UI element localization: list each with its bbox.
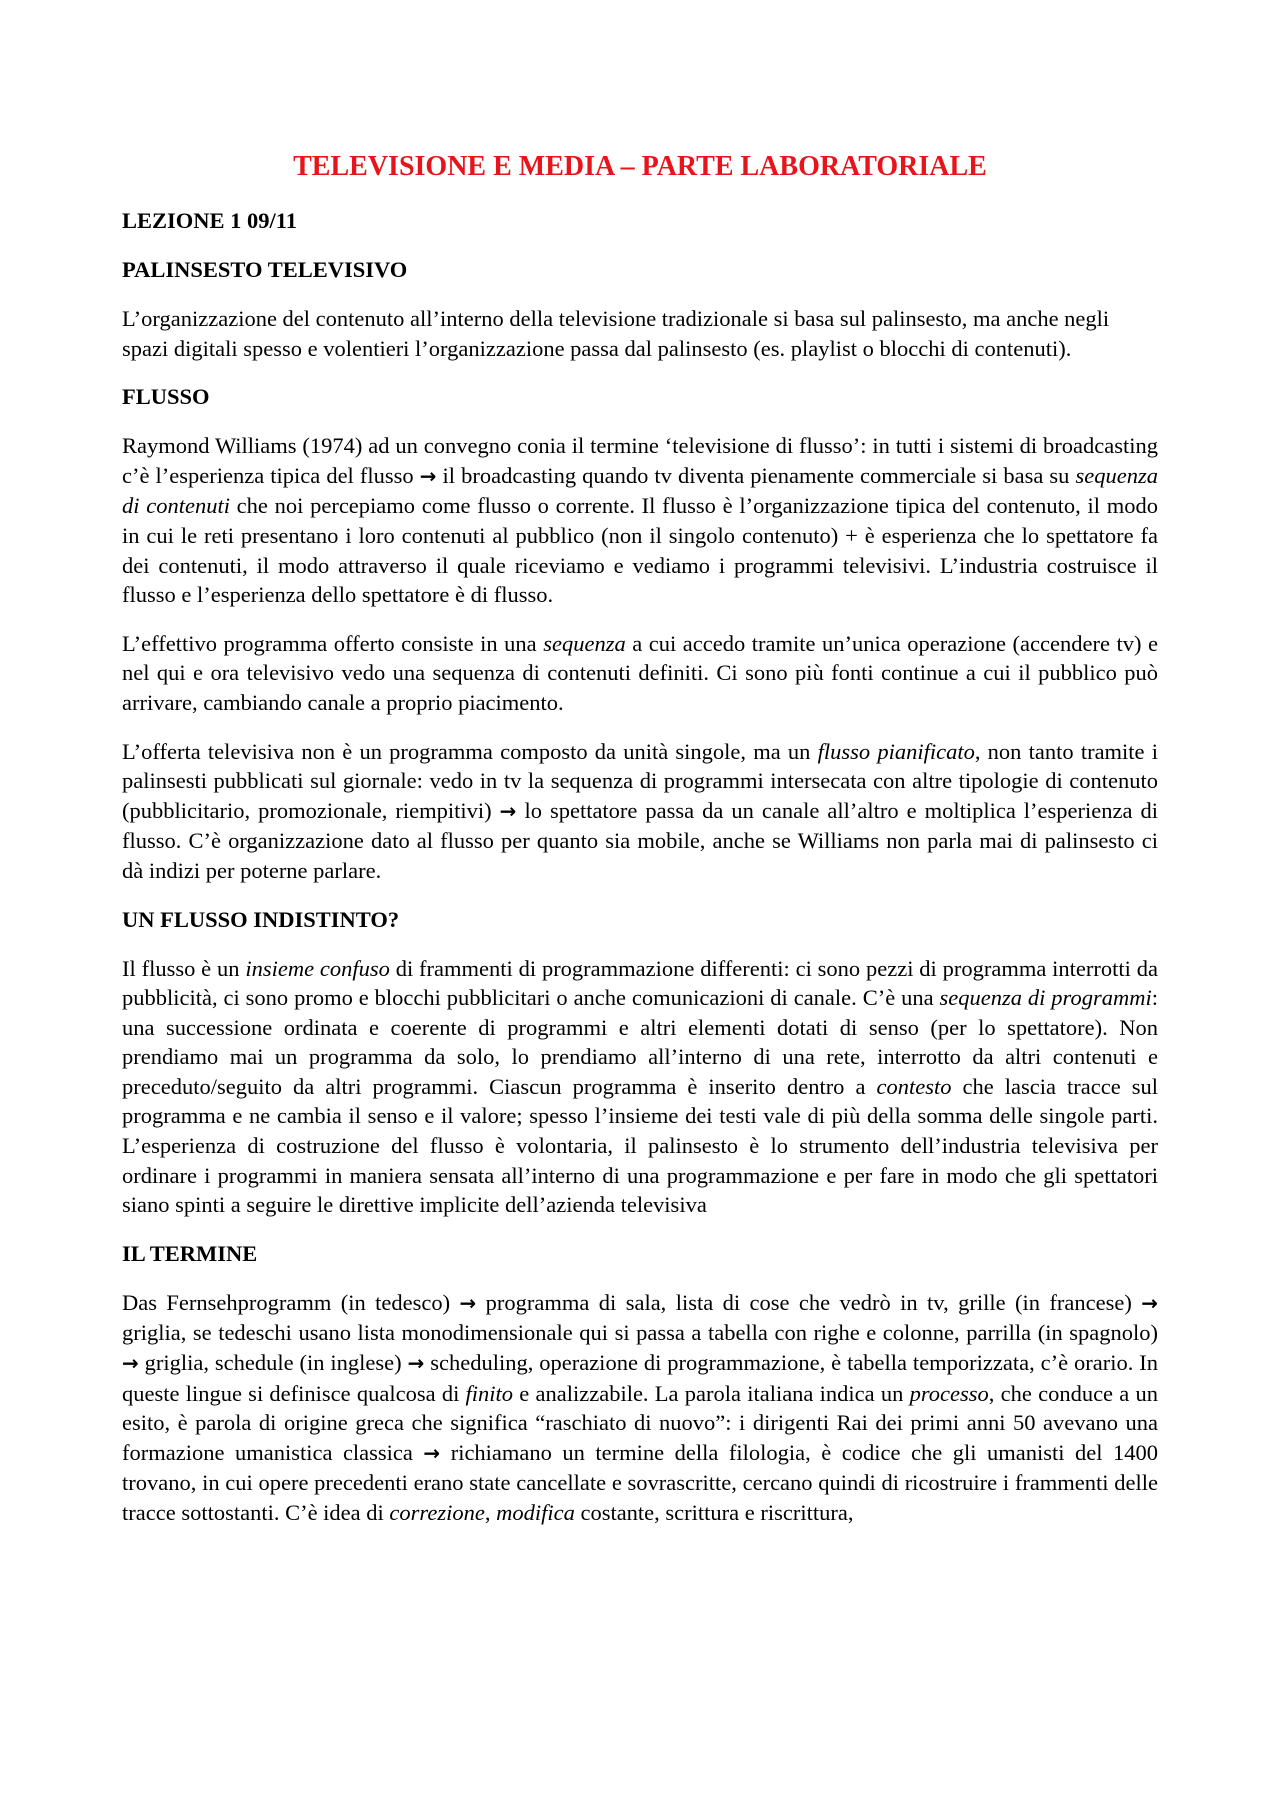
text-run: scheduling, operazione di programmazione, è tabella temporizzata, c’è orario. In queste lingue si definisce qualcosa di <box>122 1350 1158 1406</box>
text-run: lo spettatore passa da un canale all’altro e moltiplica l’esperienza di flusso. C’è organizzazione dato al flusso per quanto sia mobile, anche se Williams non parla mai di palinsesto ci dà indizi per poterne parlare. <box>122 797 1158 883</box>
text-run: costante, scrittura e riscrittura, <box>574 1500 854 1525</box>
section-heading: FLUSSO <box>122 384 210 410</box>
italic-term: sequenza di programmi <box>939 985 1152 1011</box>
right-arrow-icon: → <box>407 1351 425 1376</box>
italic-term: insieme confuso <box>245 955 390 981</box>
document-body <box>122 255 1158 1528</box>
italic-term: modifica <box>496 1500 575 1525</box>
text-run: il broadcasting quando tv diventa pienamente commerciale si basa su <box>436 462 1076 488</box>
body-paragraph <box>122 737 1158 886</box>
italic-term: contesto <box>876 1073 952 1099</box>
text-run: di frammenti di programmazione differenti: ci sono pezzi di programma interrotti da pubblicità, ci sono promo e blocchi pubblicitari o anche comunicazioni di canale. C’è una <box>122 955 1158 1011</box>
italic-term: finito <box>465 1380 514 1406</box>
text-run: , che conduce a un esito, è parola di origine greca che significa “raschiato di nuovo”: i dirigenti Rai dei primi anni 50 avevano una formazione umanistica classica <box>122 1380 1158 1465</box>
text-run: Il flusso è un <box>122 955 246 981</box>
right-arrow-icon: → <box>122 1351 139 1376</box>
body-paragraph <box>122 1288 1158 1528</box>
italic-term: processo <box>909 1380 989 1406</box>
section-heading: IL TERMINE <box>122 1240 258 1266</box>
text-run: Das Fernsehprogramm (in tedesco) <box>122 1289 460 1315</box>
text-run: L’offerta televisiva non è un programma composto da unità singole, ma un <box>122 738 818 764</box>
text-run: programma di sala, lista di cose che vedrò in tv, grille (in francese) <box>476 1289 1142 1315</box>
body-paragraph <box>122 304 1158 363</box>
body-paragraph <box>122 954 1158 1220</box>
text-run: , <box>484 1500 497 1525</box>
right-arrow-icon: → <box>459 1290 477 1315</box>
italic-term: sequenza <box>543 630 626 656</box>
right-arrow-icon: → <box>499 798 517 823</box>
text-run: , non tanto tramite i palinsesti pubblicati sul giornale: vedo in tv la sequenza di programmi intersecata con altre tipologie di contenuto (pubblicitario, promozionale, riempitivi) <box>122 738 1159 823</box>
text-run: griglia, se tedeschi usano lista monodimensionale qui si passa a tabella con righe e colonne, parrilla (in spagnolo) <box>122 1320 1158 1346</box>
right-arrow-icon: → <box>1141 1290 1158 1315</box>
italic-term: correzione <box>389 1500 485 1525</box>
text-run: griglia, schedule (in inglese) <box>138 1350 408 1376</box>
text-run: a cui accedo tramite un’unica operazione (accendere tv) e nel qui e ora televisivo vedo una sequenza di contenuti definiti. Ci sono più fonti continue a cui il pubblico può arrivare, cambiando canale a proprio piacimento. <box>122 630 1158 715</box>
body-paragraph <box>122 431 1158 610</box>
text-run: che noi percepiamo come flusso o corrente. Il flusso è l’organizzazione tipica del contenuto, il modo in cui le reti presentano i loro contenuti al pubblico (non il singolo contenuto) + è esperienza che lo spettatore fa dei contenuti, il modo attraverso il quale riceviamo e vediamo i programmi televisivi. L’industria costruisce il flusso e l’esperienza dello spettatore è di flusso. <box>122 493 1158 608</box>
right-arrow-icon: → <box>419 463 437 488</box>
document-title: TELEVISIONE E MEDIA – PARTE LABORATORIALE <box>293 151 987 182</box>
lesson-heading: LEZIONE 1 09/11 <box>122 208 298 233</box>
text-run: : una successione ordinata e coerente di programmi e altri elementi dotati di senso (per lo spettatore). Non prendiamo mai un programma da solo, lo prendiamo all’interno di una rete, interrotto da altri contenuti e preceduto/seguito da altri programmi. Ciascun programma è inserito dentro a <box>122 985 1159 1099</box>
text-run: che lascia tracce sul programma e ne cambia il senso e il valore; spesso l’insieme dei testi vale di più della somma delle singole parti. L’esperienza di costruzione del flusso è volontaria, il palinsesto è lo strumento dell’industria televisiva per ordinare i programmi in maniera sensata all’interno di una programmazione e per fare in modo che gli spettatori siano spinti a seguire le direttive implicite dell’azienda televisiva <box>122 1073 1159 1218</box>
text-run: L’effettivo programma offerto consiste in una <box>122 630 544 656</box>
italic-term: sequenza di contenuti <box>122 462 1158 519</box>
italic-term: flusso pianificato <box>817 738 975 764</box>
text-run: Raymond Williams (1974) ad un convegno conia il termine ‘televisione di flusso’: in tutti i sistemi di broadcasting c’è l’esperienza tipica del flusso <box>122 433 1158 488</box>
document-page <box>122 150 1158 1547</box>
right-arrow-icon: → <box>423 1440 441 1465</box>
section-heading: UN FLUSSO INDISTINTO? <box>122 906 400 932</box>
text-run: L’organizzazione del contenuto all’interno della televisione tradizionale si basa sul palinsesto, ma anche negli spazi digitali spesso e volentieri l’organizzazione passa dal palinsesto (es. playlist o blocchi di contenuti). <box>122 306 1110 361</box>
body-paragraph <box>122 629 1158 718</box>
text-run: richiamano un termine della filologia, è codice che gli umanisti del 1400 trovano, in cui opere precedenti erano state cancellate e sovrascritte, cercano quindi di ricostruire i frammenti delle tracce sottostanti. C’è idea di <box>122 1439 1158 1525</box>
text-run: e analizzabile. La parola italiana indica un <box>513 1380 910 1406</box>
section-heading: PALINSESTO TELEVISIVO <box>122 257 408 282</box>
